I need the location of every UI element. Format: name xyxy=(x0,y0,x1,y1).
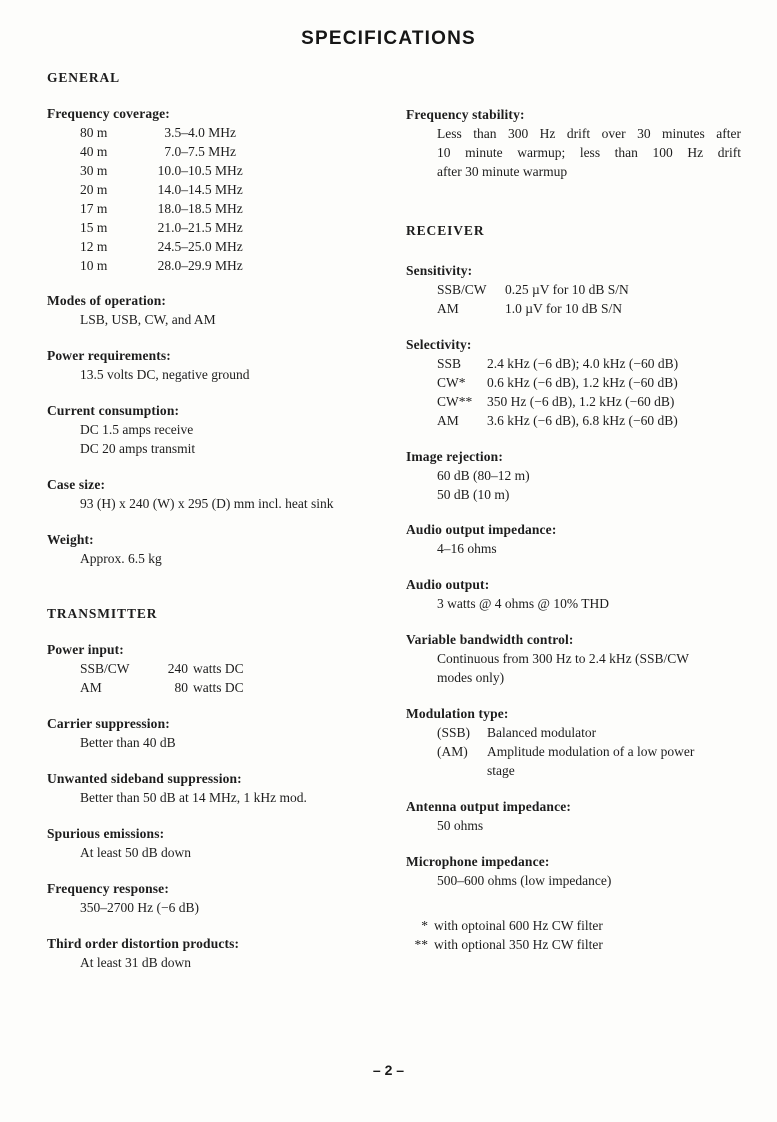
spec-audio-output xyxy=(406,575,741,613)
spec-heading: Unwanted sideband suppression: xyxy=(47,771,242,786)
spec-sensitivity xyxy=(406,261,741,318)
band-label: 15 m xyxy=(80,220,108,235)
spec-heading: Frequency stability: xyxy=(406,107,525,122)
section-heading-transmitter: TRANSMITTER xyxy=(47,606,158,621)
spec-microphone-impedance xyxy=(406,852,741,890)
band-range-start: 10.0– xyxy=(157,163,188,178)
band-row xyxy=(80,161,406,180)
spec-value: 4–16 ohms xyxy=(437,541,497,556)
spec-value: Better than 40 dB xyxy=(80,735,176,750)
mode-label: (AM) xyxy=(437,744,468,759)
spec-value: 2.4 kHz (−6 dB); 4.0 kHz (−60 dB) xyxy=(487,356,679,371)
mode-label: CW** xyxy=(437,394,473,409)
band-label: 20 m xyxy=(80,182,108,197)
spec-frequency-response xyxy=(47,879,406,917)
band-label: 80 m xyxy=(80,125,108,140)
spec-heading: Audio output: xyxy=(406,577,490,592)
sensitivity-row xyxy=(406,299,741,318)
band-range-end: 14.5 MHz xyxy=(188,182,243,197)
footnote-mark: ** xyxy=(414,937,428,952)
spec-power-requirements xyxy=(47,346,406,384)
spec-heading: Frequency coverage: xyxy=(47,106,170,121)
band-row xyxy=(80,256,406,275)
spec-value: 3.6 kHz (−6 dB), 6.8 kHz (−60 dB) xyxy=(487,413,678,428)
spec-paragraph xyxy=(406,124,741,181)
spec-image-rejection xyxy=(406,447,741,504)
spec-line: modes only) xyxy=(437,670,505,685)
modulation-row xyxy=(406,742,741,780)
mode-label: AM xyxy=(437,301,459,316)
band-range-end: 21.5 MHz xyxy=(188,220,243,235)
footnote-text: with optoinal 600 Hz CW filter xyxy=(434,918,603,933)
column-right xyxy=(406,68,741,972)
band-range-start: 21.0– xyxy=(157,220,188,235)
spec-heading: Variable bandwidth control: xyxy=(406,632,574,647)
spec-frequency-coverage xyxy=(47,104,406,275)
spec-value: At least 50 dB down xyxy=(80,845,191,860)
spec-line: stage xyxy=(487,763,515,778)
footnote-text: with optional 350 Hz CW filter xyxy=(434,937,603,952)
spec-heading: Weight: xyxy=(47,532,94,547)
spec-heading: Audio output impedance: xyxy=(406,522,557,537)
footnotes xyxy=(406,916,741,954)
band-label: 30 m xyxy=(80,163,108,178)
band-range-end: 4.0 MHz xyxy=(188,125,236,140)
band-range-end: 29.9 MHz xyxy=(188,258,243,273)
spec-line: Continuous from 300 Hz to 2.4 kHz (SSB/CW xyxy=(437,651,689,666)
spec-spurious-emissions xyxy=(47,824,406,862)
band-row xyxy=(80,218,406,237)
mode-label: SSB/CW xyxy=(437,282,487,297)
band-range-start: 28.0– xyxy=(157,258,188,273)
spec-heading: Power requirements: xyxy=(47,348,171,363)
band-label: 12 m xyxy=(80,239,108,254)
power-input-row xyxy=(47,678,406,697)
spec-value: Approx. 6.5 kg xyxy=(80,551,162,566)
spec-value: 0.6 kHz (−6 dB), 1.2 kHz (−60 dB) xyxy=(487,375,678,390)
footnote xyxy=(410,916,741,935)
band-row xyxy=(80,237,406,256)
selectivity-row xyxy=(406,392,741,411)
band-range-end: 10.5 MHz xyxy=(188,163,243,178)
spec-value: 0.25 µV for 10 dB S/N xyxy=(505,282,629,297)
spec-line: Less than 300 Hz drift over 30 minutes after xyxy=(437,126,741,141)
band-range-end: 25.0 MHz xyxy=(188,239,243,254)
spec-value: LSB, USB, CW, and AM xyxy=(80,312,216,327)
band-range-start: 24.5– xyxy=(157,239,188,254)
band-row xyxy=(80,123,406,142)
spec-heading: Frequency response: xyxy=(47,881,169,896)
sensitivity-row xyxy=(406,280,741,299)
spec-value: DC 20 amps transmit xyxy=(80,441,196,456)
spec-current-consumption xyxy=(47,401,406,458)
band-row xyxy=(80,199,406,218)
spec-weight xyxy=(47,530,406,568)
spec-heading: Carrier suppression: xyxy=(47,716,170,731)
power-amount: 80 xyxy=(174,680,188,695)
spec-frequency-stability xyxy=(406,105,741,181)
band-row xyxy=(80,142,406,161)
power-amount: 240 xyxy=(167,661,188,676)
spec-third-order-distortion xyxy=(47,934,406,972)
spec-value: Better than 50 dB at 14 MHz, 1 kHz mod. xyxy=(80,790,307,805)
spec-heading: Sensitivity: xyxy=(406,263,473,278)
spec-heading: Power input: xyxy=(47,642,124,657)
selectivity-row xyxy=(406,411,741,430)
spec-modulation-type xyxy=(406,704,741,780)
band-label: 17 m xyxy=(80,201,108,216)
spec-value: 3 watts @ 4 ohms @ 10% THD xyxy=(437,596,609,611)
mode-label: AM xyxy=(80,680,102,695)
spec-value: At least 31 dB down xyxy=(80,955,191,970)
footnote-mark: * xyxy=(421,918,428,933)
spec-value: 60 dB (80–12 m) xyxy=(437,468,530,483)
spec-variable-bandwidth-control xyxy=(406,630,741,687)
spec-unwanted-sideband-suppression xyxy=(47,769,406,807)
section-heading-general: GENERAL xyxy=(47,70,121,85)
band-table xyxy=(47,123,406,275)
spec-selectivity xyxy=(406,335,741,430)
power-unit: watts DC xyxy=(193,661,244,676)
spec-heading: Current consumption: xyxy=(47,403,180,418)
mode-label: (SSB) xyxy=(437,725,471,740)
band-label: 40 m xyxy=(80,144,108,159)
modulation-row xyxy=(406,723,741,742)
spec-line: 10 minute warmup; less than 100 Hz drift xyxy=(437,145,741,160)
spec-value: DC 1.5 amps receive xyxy=(80,422,194,437)
column-left xyxy=(47,68,406,972)
spec-value xyxy=(487,742,741,780)
band-label: 10 m xyxy=(80,258,108,273)
two-column-layout xyxy=(47,68,741,972)
spec-heading: Case size: xyxy=(47,477,106,492)
spec-heading: Image rejection: xyxy=(406,449,503,464)
spec-value: Balanced modulator xyxy=(487,725,597,740)
band-row xyxy=(80,180,406,199)
selectivity-row xyxy=(406,373,741,392)
spec-value: 500–600 ohms (low impedance) xyxy=(437,873,612,888)
spec-case-size xyxy=(47,475,406,513)
page-number: – 2 – xyxy=(372,1062,405,1078)
mode-label: SSB xyxy=(437,356,462,371)
spec-carrier-suppression xyxy=(47,714,406,752)
spec-heading: Selectivity: xyxy=(406,337,472,352)
footnote xyxy=(410,935,741,954)
spec-power-input xyxy=(47,640,406,697)
spec-value: 350–2700 Hz (−6 dB) xyxy=(80,900,199,915)
spec-heading: Modulation type: xyxy=(406,706,509,721)
spec-line: after 30 minute warmup xyxy=(437,164,568,179)
mode-label: CW* xyxy=(437,375,466,390)
spec-value: 13.5 volts DC, negative ground xyxy=(80,367,250,382)
section-heading-receiver: RECEIVER xyxy=(406,223,485,238)
spec-value: 50 ohms xyxy=(437,818,484,833)
selectivity-row xyxy=(406,354,741,373)
spec-heading: Modes of operation: xyxy=(47,293,167,308)
spec-value: 93 (H) x 240 (W) x 295 (D) mm incl. heat sink xyxy=(80,496,334,511)
power-unit: watts DC xyxy=(193,680,244,695)
spec-line: Amplitude modulation of a low power xyxy=(487,744,695,759)
band-range-start: 7.0– xyxy=(164,144,188,159)
band-range-end: 18.5 MHz xyxy=(188,201,243,216)
band-range-start: 18.0– xyxy=(157,201,188,216)
spec-antenna-output-impedance xyxy=(406,797,741,835)
mode-label: SSB/CW xyxy=(80,661,130,676)
band-range-start: 14.0– xyxy=(157,182,188,197)
spec-value: 1.0 µV for 10 dB S/N xyxy=(505,301,623,316)
spec-audio-output-impedance xyxy=(406,520,741,558)
band-range-start: 3.5– xyxy=(164,125,188,140)
spec-value: 50 dB (10 m) xyxy=(437,487,510,502)
spec-value: 350 Hz (−6 dB), 1.2 kHz (−60 dB) xyxy=(487,394,675,409)
band-range-end: 7.5 MHz xyxy=(188,144,236,159)
mode-label: AM xyxy=(437,413,459,428)
spec-heading: Third order distortion products: xyxy=(47,936,240,951)
spec-heading: Spurious emissions: xyxy=(47,826,165,841)
power-input-row xyxy=(47,659,406,678)
page-title: SPECIFICATIONS xyxy=(301,28,476,49)
spec-modes-of-operation xyxy=(47,291,406,329)
spec-heading: Microphone impedance: xyxy=(406,854,550,869)
spec-heading: Antenna output impedance: xyxy=(406,799,572,814)
